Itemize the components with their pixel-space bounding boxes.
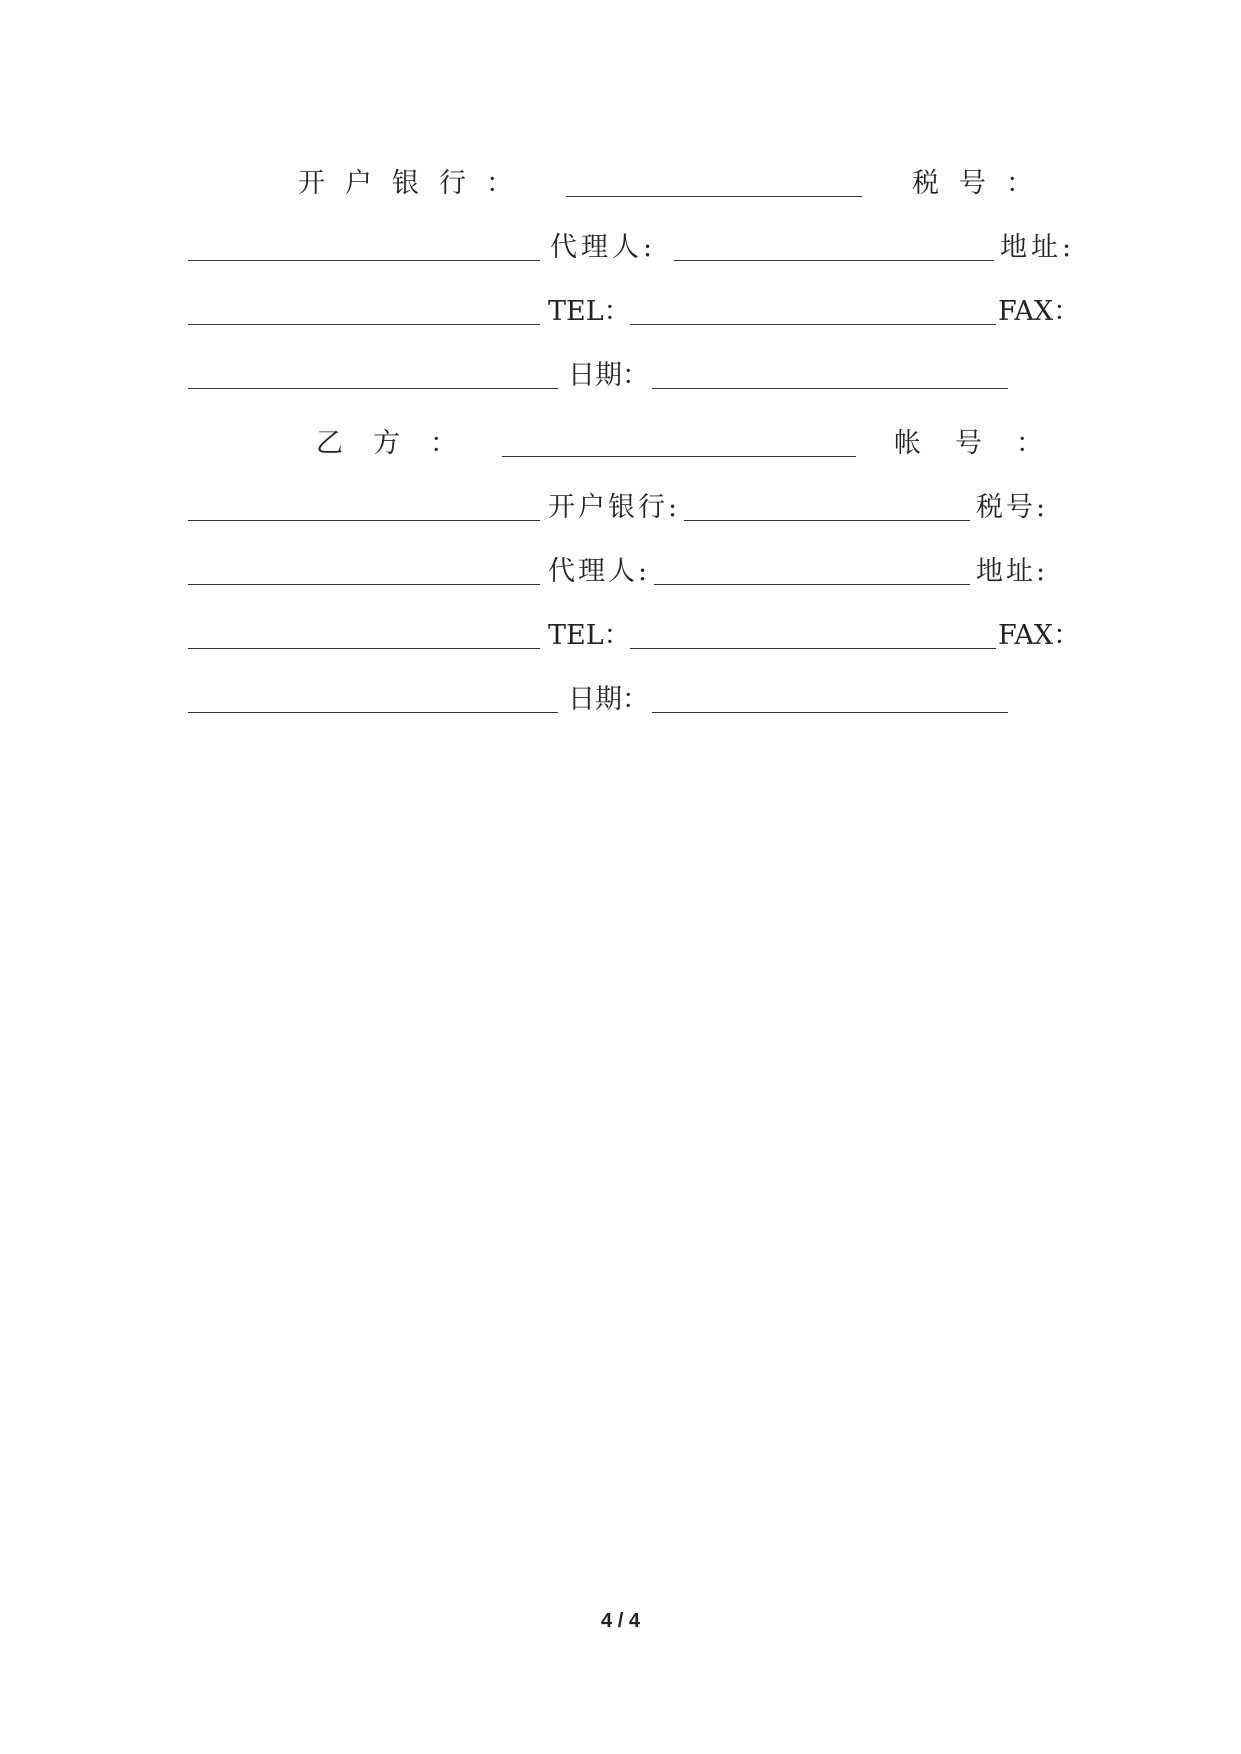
party-b-address-label: 地址: — [976, 556, 1049, 587]
party-b-address-field[interactable] — [188, 648, 540, 649]
party-a-bank-label: 开户银行： — [298, 168, 533, 199]
party-b-agent-label: 代理人: — [548, 556, 651, 587]
party-b-date-row — [188, 680, 1078, 720]
party-b-fax-field[interactable] — [188, 712, 558, 713]
party-b-label: 乙方： — [316, 428, 487, 459]
party-a-bank-row — [188, 164, 1078, 204]
party-a-tel-row — [188, 292, 1081, 332]
party-b-bank-field[interactable] — [684, 520, 970, 521]
party-a-date-field[interactable] — [652, 388, 1008, 389]
party-a-fax-field[interactable] — [188, 388, 558, 389]
party-a-fax-label: FAX： — [998, 296, 1081, 327]
party-b-bank-label: 开户银行: — [548, 492, 681, 523]
party-b-date-field[interactable] — [652, 712, 1008, 713]
party-a-date-label: 日期： — [568, 360, 649, 391]
party-a-date-row — [188, 356, 1078, 396]
party-a-agent-row — [188, 228, 1078, 268]
party-a-agent-label: 代理人: — [550, 232, 657, 263]
party-b-tax-field[interactable] — [188, 584, 540, 585]
party-b-agent-field[interactable] — [654, 584, 970, 585]
party-a-tax-label: 税号： — [912, 168, 1053, 199]
party-b-tel-field[interactable] — [630, 648, 996, 649]
party-b-agent-row — [188, 552, 1078, 592]
party-a-tax-field[interactable] — [188, 260, 540, 261]
party-a-agent-field[interactable] — [674, 260, 994, 261]
party-a-address-label: 地址: — [1000, 232, 1076, 263]
party-b-name-field[interactable] — [502, 456, 856, 457]
party-b-date-label: 日期： — [568, 684, 649, 715]
party-b-bank-row — [188, 488, 1078, 528]
party-a-tel-label: TEL： — [548, 296, 631, 327]
party-b-account-field[interactable] — [188, 520, 540, 521]
party-a-bank-field[interactable] — [566, 196, 862, 197]
party-a-tel-field[interactable] — [630, 324, 996, 325]
party-b-fax-label: FAX： — [998, 620, 1081, 651]
party-b-tel-row — [188, 616, 1081, 656]
party-b-header-row — [188, 424, 1078, 464]
party-b-account-label: 帐号： — [894, 428, 1077, 459]
party-b-tax-label: 税号: — [976, 492, 1049, 523]
party-a-address-field[interactable] — [188, 324, 540, 325]
page-number: 4 / 4 — [601, 1610, 640, 1632]
party-b-tel-label: TEL： — [548, 620, 631, 651]
